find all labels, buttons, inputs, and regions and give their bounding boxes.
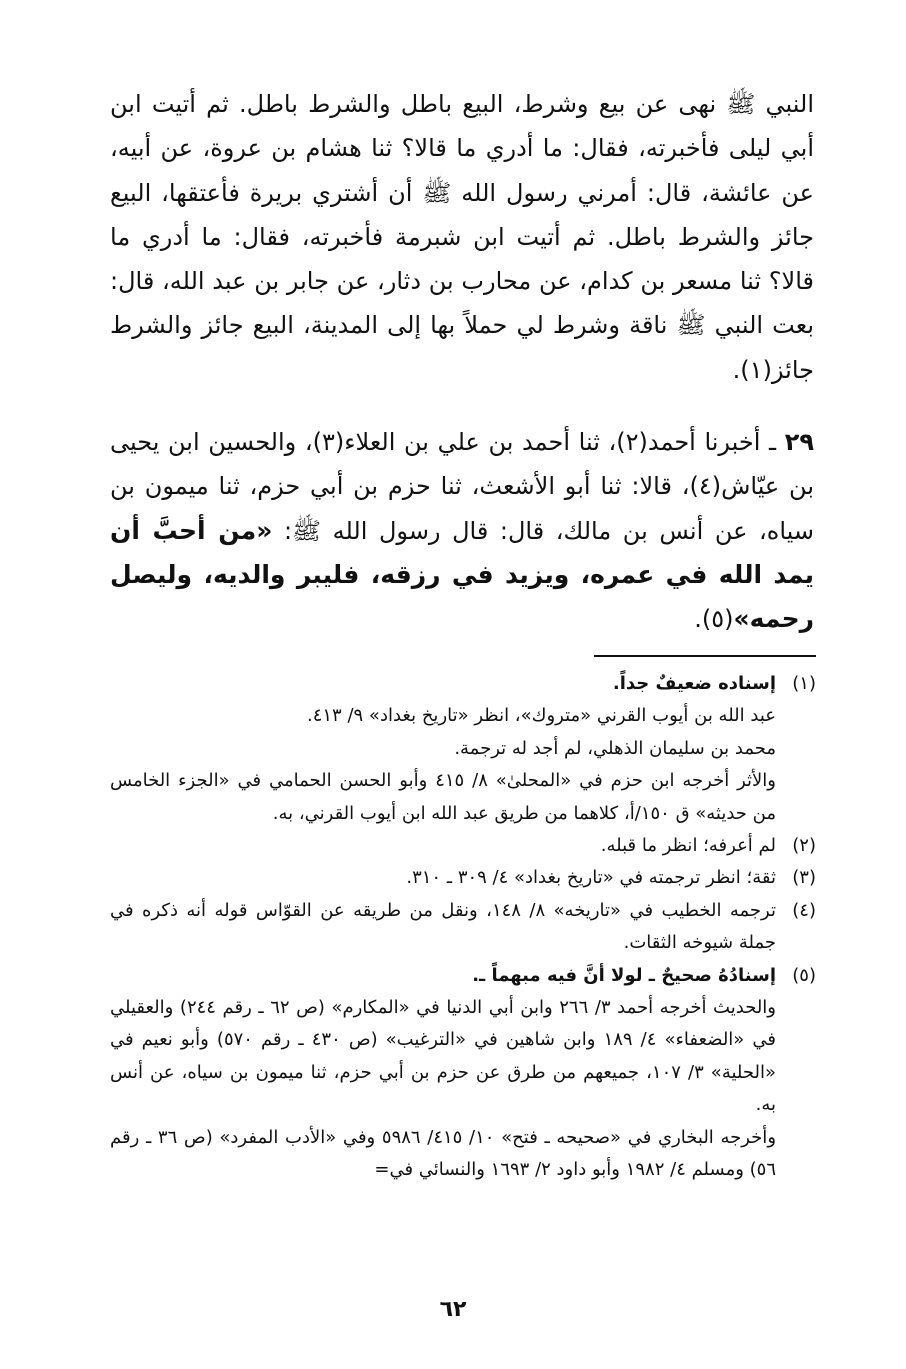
footnote-body	[110, 960, 776, 1187]
footnote-line: إسناده ضعيفٌ جداً.	[612, 673, 776, 694]
footnote-line: ترجمه الخطيب في «تاريخه» ٨/ ١٤٨، ونقل من طريقه عن القوّاس قوله أنه ذكره في جملة شيوخه الثقات.	[110, 899, 776, 954]
footnote-number: (١)	[792, 673, 816, 694]
hadith-chain: ـ أخبرنا أحمد(٢)، ثنا أحمد بن علي بن العلاء(٣)، والحسين ابن يحيى بن عيّاش(٤)، قالا: ثنا أبو الأشعث، ثنا حزم بن أبي حزم، ثنا ميمون بن سياه، عن أنس بن مالك، قال: قال رسول الله ﷺ:	[110, 428, 814, 545]
footnote	[110, 960, 816, 1187]
hadith-end: (٥).	[694, 605, 734, 634]
paragraph-hadith-29	[110, 420, 814, 641]
footnote-line: والأثر أخرجه ابن حزم في «المحلىٰ» ٨/ ٤١٥ وأبو الحسن الحمامي في «الجزء الخامس من حديثه» ق ١٥٠/أ، كلاهما من طريق عبد الله ابن أيوب القرني، به.	[110, 770, 777, 824]
footnote-number: (٥)	[792, 964, 816, 986]
footnote-number: (٣)	[792, 867, 816, 889]
main-text-block	[110, 82, 814, 642]
footnote-number: (٤)	[792, 899, 816, 921]
footnote	[110, 830, 816, 862]
footnote-number: (٢)	[792, 835, 816, 857]
footnote-line: عبد الله بن أيوب القرني «متروك»، انظر «تاريخ بغداد» ٩/ ٤١٣.	[306, 705, 776, 727]
page-number: ٦٢	[439, 1297, 467, 1322]
footnote	[110, 862, 816, 894]
footnote-body	[110, 862, 776, 894]
footnote-body	[110, 830, 776, 862]
footnote-body	[110, 895, 776, 960]
footnote-line: والحديث أخرجه أحمد ٣/ ٢٦٦ وابن أبي الدنيا في «المكارم» (ص ٦٢ ـ رقم ٢٤٤) والعقيلي في «الضعفاء» ٤/ ١٨٩ وابن شاهين في «الترغيب» (ص ٤٣٠ ـ رقم ٥٧٠) وأبو نعيم في «الحلية» ٣/ ١٠٧، جميعهم من طرق عن حزم بن أبي حزم، ثنا ميمون بن سياه، عن أنس به.	[110, 997, 776, 1116]
footnote-body	[110, 668, 776, 830]
footnote	[110, 895, 816, 960]
footnotes	[110, 668, 816, 1187]
footnote	[110, 668, 816, 830]
footnote-line: وأخرجه البخاري في «صحيحه ـ فتح» ١٠/ ٤١٥/ ٥٩٨٦ وفي «الأدب المفرد» (ص ٣٦ ـ رقم ٥٦) ومسلم ٤/ ١٩٨٢ وأبو داود ٢/ ١٦٩٣ والنسائي في=	[110, 1126, 777, 1181]
hadith-number: ٢٩	[784, 428, 814, 457]
paragraph-1: النبي ﷺ نهى عن بيع وشرط، البيع باطل والشرط باطل. ثم أتيت ابن أبي ليلى فأخبرته، فقال: ما أدري ما قالا؟ ثنا هشام بن عروة، عن أبيه، عن عائشة، قال: أمرني رسول الله ﷺ أن أشتري بريرة فأعتقها، البيع جائز والشرط باطل. ثم أتيت ابن شبرمة فأخبرته، فقال: ما أدري ما قالا؟ ثنا مسعر بن كدام، عن محارب بن دثار، عن جابر بن عبد الله، قال: بعت النبي ﷺ ناقة وشرط لي حملاً بها إلى المدينة، البيع جائز والشرط جائز(١).	[110, 90, 814, 384]
footnote-line: محمد بن سليمان الذهلي، لم أجد له ترجمة.	[454, 737, 776, 759]
footnote-line: إسنادُهُ صحيحٌ ـ لولا أنَّ فيه مبهماً ـ.	[472, 964, 776, 986]
hadith-matn: «من أحبَّ أن يمد الله في عمره، ويزيد في رزقه، فليبر والديه، وليصل رحمه»	[110, 515, 814, 634]
footnote-line: ثقة؛ انظر ترجمته في «تاريخ بغداد» ٤/ ٣٠٩ ـ ٣١٠.	[406, 867, 776, 889]
footnote-divider	[594, 655, 816, 657]
footnote-line: لم أعرفه؛ انظر ما قبله.	[600, 835, 776, 857]
